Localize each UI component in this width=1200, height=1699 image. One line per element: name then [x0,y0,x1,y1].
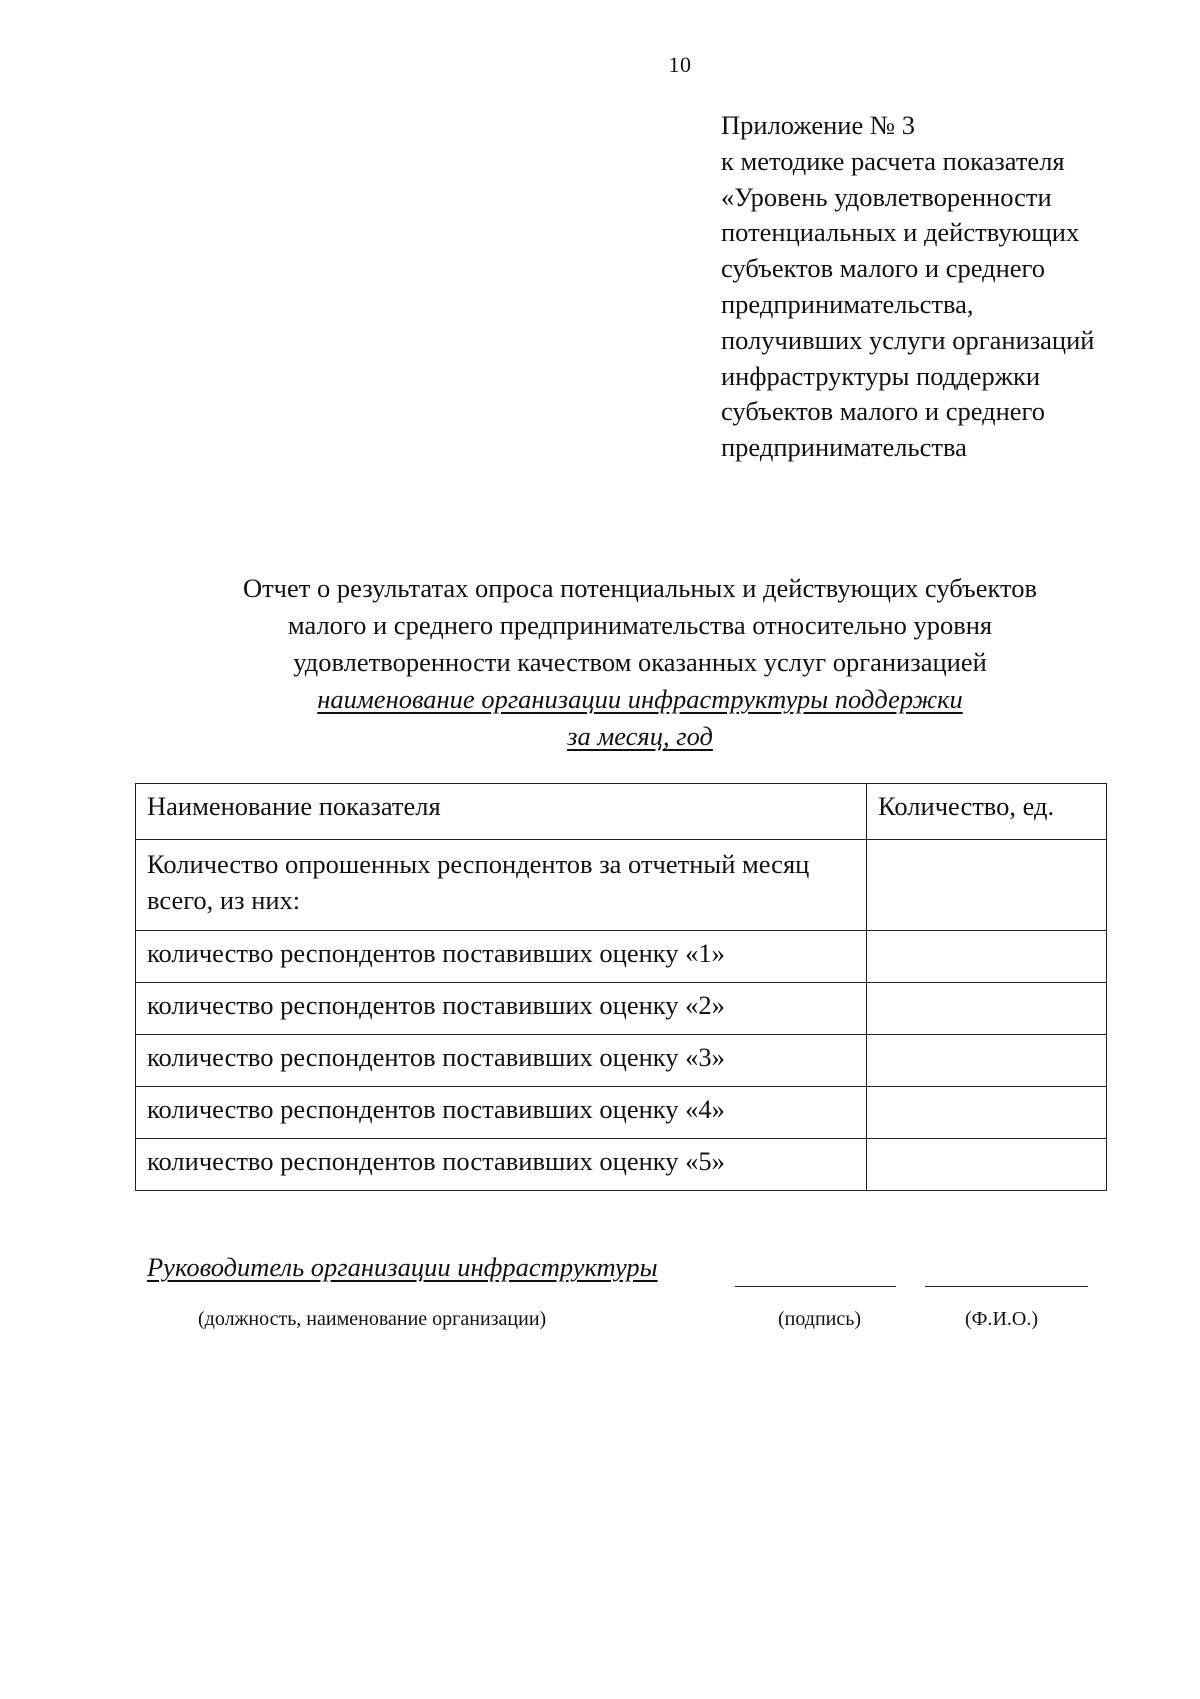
indicator-cell: количество респондентов поставивших оценку «4» [136,1087,867,1139]
appendix-line: субъектов малого и среднего [721,253,1046,284]
table-row [136,1087,1107,1139]
indicator-cell: количество респондентов поставивших оценку «5» [136,1139,867,1191]
appendix-header [721,108,1191,466]
quantity-cell [867,840,1107,931]
report-title-line: удовлетворенности качеством оказанных услуг организацией [293,647,987,677]
column-header-indicator: Наименование показателя [136,784,867,840]
table-row [136,840,1107,931]
period-placeholder: за месяц, год [567,721,713,751]
full-name-line [925,1286,1088,1287]
appendix-line: инфраструктуры поддержки [721,360,1041,391]
appendix-line: Приложение № 3 [721,110,916,140]
appendix-line: к методике расчета показателя [721,145,1065,176]
page-number: 10 [668,52,692,77]
indicator-cell: количество респондентов поставивших оценку «3» [136,1035,867,1087]
signatory-position: Руководитель организации инфраструктуры [147,1252,658,1282]
table-row [136,983,1107,1035]
appendix-line: получивших услуги организаций [721,324,1095,355]
quantity-cell [867,931,1107,983]
quantity-cell [867,983,1107,1035]
table-header-row [136,784,1107,840]
appendix-line: предпринимательства [721,432,967,463]
signature-line [735,1286,896,1287]
appendix-line: «Уровень удовлетворенности [721,181,1052,212]
table-row [136,931,1107,983]
quantity-cell [867,1087,1107,1139]
caption-signature: (подпись) [778,1308,862,1330]
report-title [160,570,1120,755]
appendix-line: субъектов малого и среднего [721,396,1046,427]
quantity-cell [867,1139,1107,1191]
organization-name-placeholder: наименование организации инфраструктуры поддержки [317,684,963,714]
report-title-line: малого и среднего предпринимательства относительно уровня [287,610,993,640]
indicator-cell: Количество опрошенных респондентов за отчетный месяц всего, из них: [136,840,867,931]
appendix-line: предпринимательства, [721,288,974,319]
appendix-line: потенциальных и действующих [721,217,1080,248]
column-header-quantity: Количество, ед. [867,784,1107,840]
caption-position: (должность, наименование организации) [198,1308,547,1330]
report-title-line: Отчет о результатах опроса потенциальных и действующих субъектов [242,573,1038,603]
table-row [136,1035,1107,1087]
indicators-table [135,783,1107,1191]
table-row [136,1139,1107,1191]
quantity-cell [867,1035,1107,1087]
indicator-cell: количество респондентов поставивших оценку «1» [136,931,867,983]
caption-full-name: (Ф.И.О.) [965,1308,1039,1330]
indicator-cell: количество респондентов поставивших оценку «2» [136,983,867,1035]
